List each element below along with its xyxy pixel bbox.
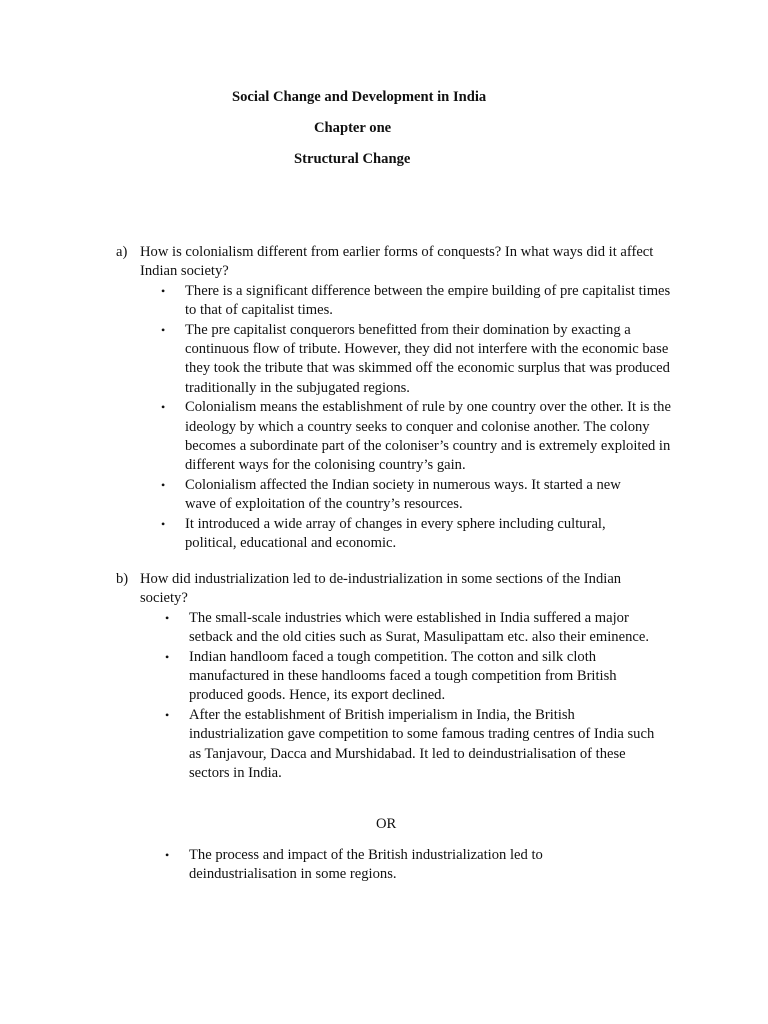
bullet-icon: • <box>165 610 170 625</box>
or-separator: OR <box>376 816 397 832</box>
question-text: How did industrialization led to de-industrialization in some sections of the Indian society? <box>140 571 622 607</box>
question-marker: b) <box>116 571 129 587</box>
bullet-icon: • <box>165 848 170 862</box>
question-a <box>116 243 676 554</box>
answer-list <box>116 609 676 784</box>
question-marker: a) <box>116 244 128 260</box>
answer-list <box>116 282 676 554</box>
bullet-icon: • <box>161 400 166 415</box>
document-title: Social Change and Development in India <box>232 89 487 105</box>
list-item: • The pre capitalist conquerors benefitted from their domination by exacting a continuous flow of tribute. However, they did not interfere with the economic base they took the tribute that was skimmed off the economic surplus that was produced traditionally in the subjugated regions. <box>161 321 670 396</box>
bullet-icon: • <box>161 477 166 492</box>
bullet-icon: • <box>161 322 166 337</box>
question-b <box>116 570 676 783</box>
or-answer <box>116 846 676 885</box>
bullet-icon: • <box>165 707 170 722</box>
bullet-icon: • <box>161 283 166 298</box>
bullet-icon: • <box>165 649 170 664</box>
list-item: • The small-scale industries which were established in India suffered a major setback and the old cities such as Surat, Masulipattam etc. also their eminence. <box>165 609 649 646</box>
list-item: • It introduced a wide array of changes in every sphere including cultural, political, educational and economic. <box>161 515 606 552</box>
section-heading: Structural Change <box>294 151 411 167</box>
list-item: • Indian handloom faced a tough competition. The cotton and silk cloth manufactured in these handlooms faced a tough competition from British produced goods. Hence, its export declined. <box>165 648 617 704</box>
list-item: • There is a significant difference between the empire building of pre capitalist times to that of capitalist times. <box>161 282 671 319</box>
bullet-icon: • <box>161 516 166 531</box>
question-a-prompt <box>116 243 676 282</box>
list-item: • The process and impact of the British industrialization led to deindustrialisation in some regions. <box>165 847 543 883</box>
chapter-heading: Chapter one <box>314 120 392 136</box>
question-text: How is colonialism different from earlier forms of conquests? In what ways did it affect Indian society? <box>140 244 654 280</box>
answer-list <box>116 846 676 885</box>
list-item: • Colonialism affected the Indian society in numerous ways. It started a new wave of exploitation of the country’s resources. <box>161 476 621 513</box>
list-item: • After the establishment of British imperialism in India, the British industrialization gave competition to some famous trading centres of India such as Tanjavour, Dacca and Murshidabad. It led to deindustrialisation of these sectors in India. <box>165 706 655 782</box>
list-item: • Colonialism means the establishment of rule by one country over the other. It is the ideology by which a country seeks to conquer and colonise another. The colony becomes a subordinate part of the coloniser’s country and is extremely exploited in different ways for the colonising country’s gain. <box>161 399 671 474</box>
question-b-prompt <box>116 570 640 609</box>
